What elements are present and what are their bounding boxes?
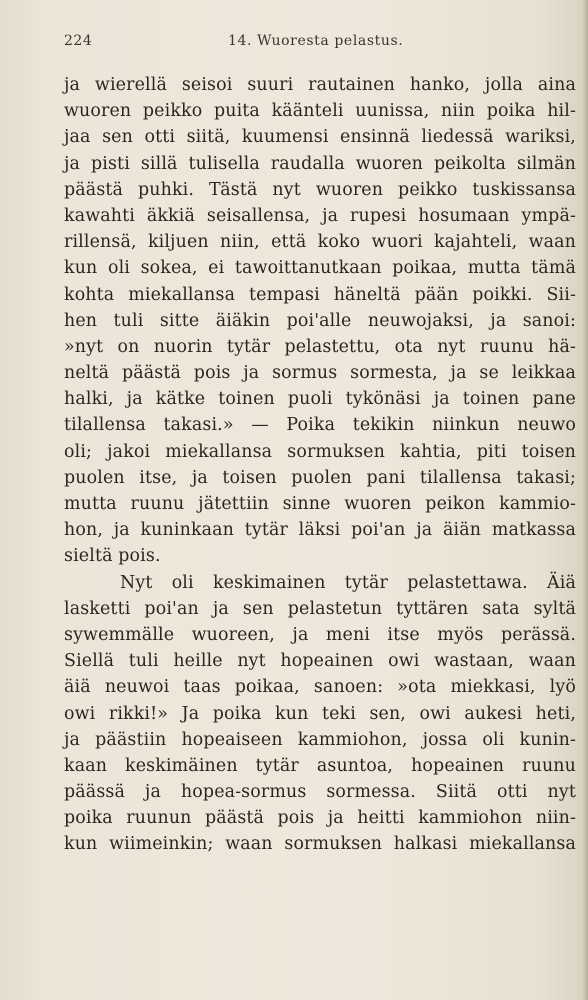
paragraph-end-line: sieltä pois. — [64, 546, 161, 567]
paragraph-start-line: Nyt oli keskimainen tytär pelastettawa. Äiä — [120, 572, 576, 593]
text-line: ja pisti sillä tulisella raudalla wuoren peikolta silmän — [64, 153, 576, 174]
text-line: kun oli sokea, ei tawoittanutkaan poikaa, mutta tämä — [64, 258, 576, 279]
text-line: Siellä tuli heille nyt hopeainen owi wastaan, waan — [64, 651, 576, 672]
text-line: sywemmälle wuoreen, ja meni itse myös perässä. — [64, 624, 576, 645]
text-line: ja wierellä seisoi suuri rautainen hanko, jolla aina — [64, 75, 576, 95]
running-title: 14. Wuoresta pelastus. — [228, 33, 404, 49]
page-header — [64, 33, 574, 55]
text-line: owi rikki!» Ja poika kun teki sen, owi aukesi heti, — [64, 703, 576, 724]
text-line: neltä päästä pois ja sormus sormesta, ja se leikkaa — [64, 363, 576, 384]
page-number: 224 — [64, 33, 93, 49]
text-line: äiä neuwoi taas poikaa, sanoen: »ota miekkasi, lyö — [64, 677, 576, 698]
text-line: kawahti äkkiä seisallensa, ja rupesi hosumaan ympä- — [64, 205, 576, 226]
text-line: »nyt on nuorin tytär pelastettu, ota nyt ruunu hä- — [64, 336, 576, 357]
text-line: kohta miekallansa tempasi häneltä pään poikki. Sii- — [64, 284, 576, 305]
body-text — [64, 72, 576, 858]
text-line: tilallensa takasi.» — Poika tekikin niinkun neuwo — [64, 415, 576, 436]
text-line: jaa sen otti siitä, kuumensi ensinnä liedessä wariksi, — [64, 127, 576, 148]
text-line: kaan keskimäinen tytär asuntoa, hopeainen ruunu — [64, 755, 576, 776]
text-line: halki, ja kätke toinen puoli tykönäsi ja toinen pane — [64, 389, 576, 410]
text-line: hon, ja kuninkaan tytär läksi poi'an ja äiän matkassa — [64, 520, 576, 541]
text-line: päässä ja hopea-sormus sormessa. Siitä otti nyt — [64, 782, 576, 803]
text-line: mutta ruunu jätettiin sinne wuoren peikon kammio- — [64, 494, 576, 514]
text-line: poika ruunun päästä pois ja heitti kammiohon niin- — [64, 808, 576, 829]
text-line: lasketti poi'an ja sen pelastetun tyttären sata syltä — [64, 598, 576, 619]
page-edge-shadow — [582, 0, 588, 1000]
text-line: kun wiimeinkin; waan sormuksen halkasi miekallansa — [64, 834, 576, 855]
text-line: rillensä, kiljuen niin, että koko wuori kajahteli, waan — [64, 232, 576, 253]
text-line: päästä puhki. Tästä nyt wuoren peikko tuskissansa — [64, 179, 576, 200]
text-line: puolen itse, ja toisen puolen pani tilallensa takasi; — [64, 467, 576, 488]
text-line: ja päästiin hopeaiseen kammiohon, jossa oli kunin- — [64, 729, 576, 750]
text-line: oli; jakoi miekallansa sormuksen kahtia, piti toisen — [64, 441, 576, 462]
text-line: wuoren peikko puita käänteli uunissa, niin poika hil- — [64, 101, 576, 122]
text-line: hen tuli sitte äiäkin poi'alle neuwojaksi, ja sanoi: — [64, 310, 576, 331]
